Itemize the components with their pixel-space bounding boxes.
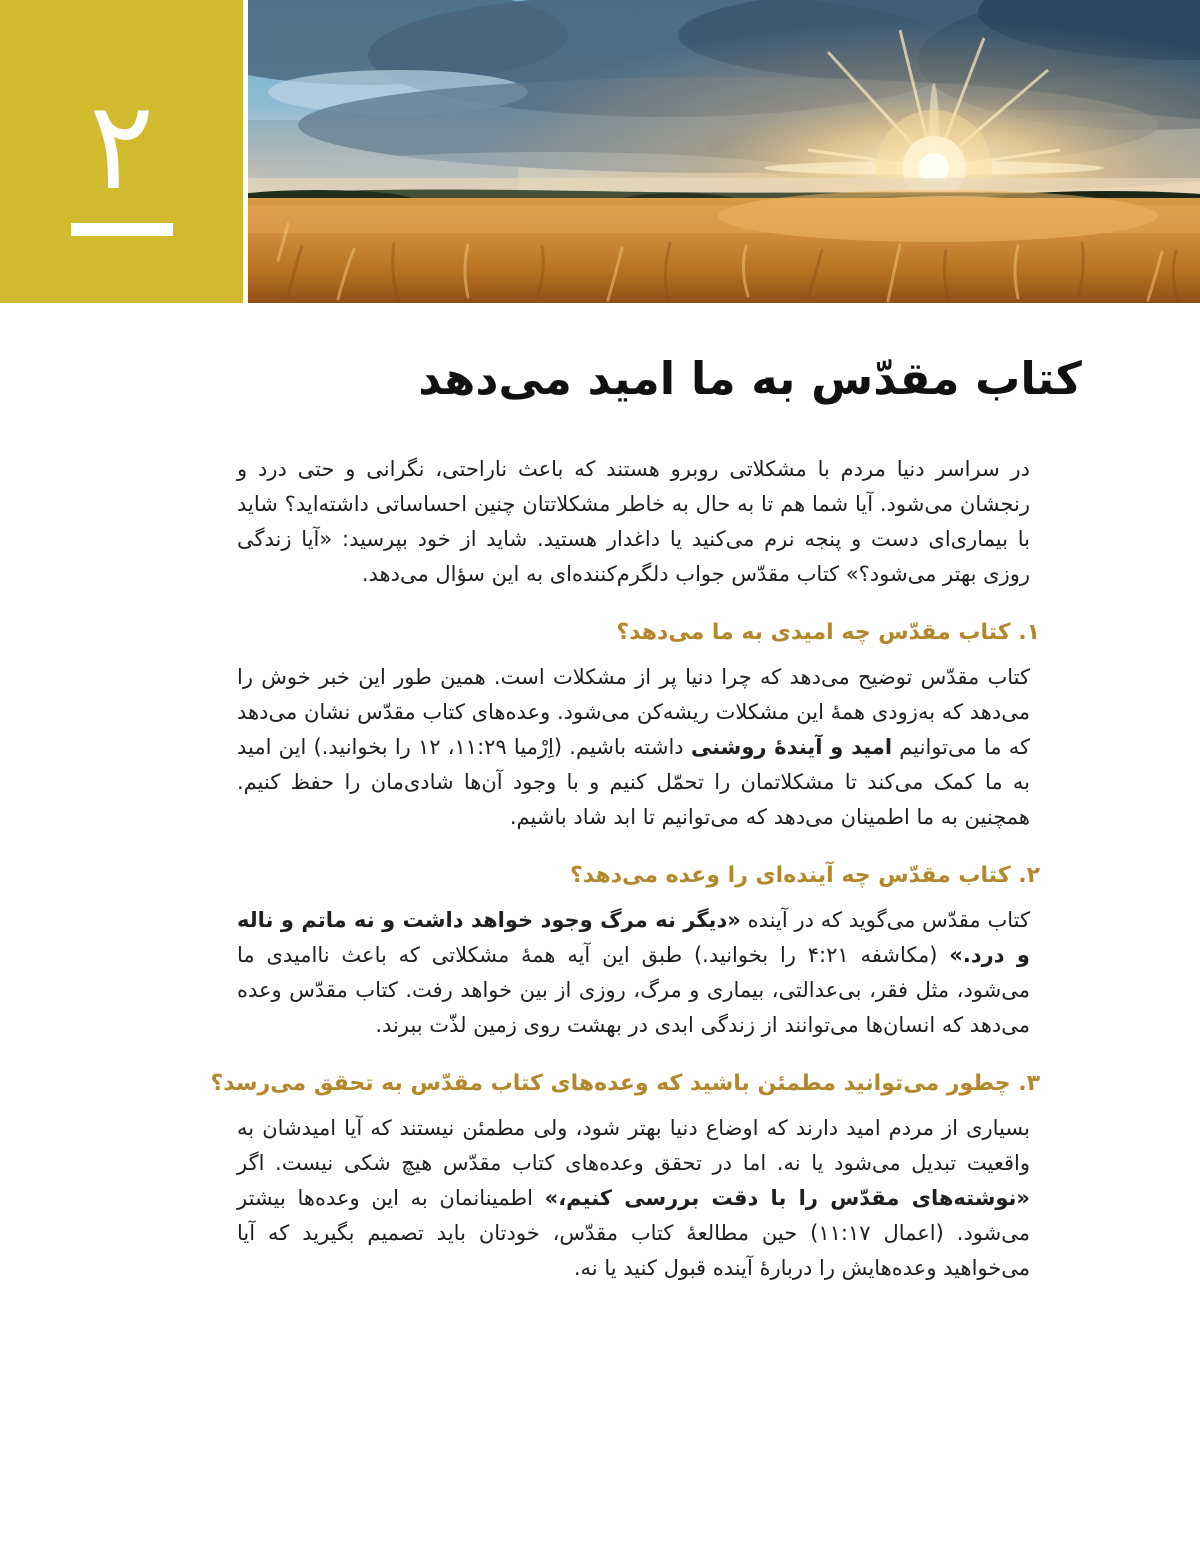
chapter-number: ۲ [88,75,155,217]
section-heading: ۳. چطور می‌توانید مطمئن باشید که وعده‌های کتاب مقدّس به تحقق می‌رسد؟ [210,1071,1040,1096]
paragraph: کتاب مقدّس توضیح می‌دهد که چرا دنیا پر از مشکلات است. همین طور این خبر خوش را می‌دهد که به‌زودی همهٔ این مشکلات ریشه‌کن می‌شود. وعده‌های کتاب مقدّس نشان می‌دهد که ما می‌توانیم امید و آیندهٔ روشنی داشته باشیم. (اِرْمیا ۱۱:۲۹، ۱۲ را بخوانید.) این امید به ما کمک می‌کند تا مشکلاتمان را تحمّل کنیم و با وجود آن‌ها شادی‌مان را حفظ کنیم. همچنین به ما اطمینان می‌دهد که می‌توانیم تا ابد شاد باشیم. [237,665,1031,829]
wheat-field-sunset-illustration [248,0,1200,303]
hero-image [248,0,1200,303]
page-title: کتاب مقدّس به ما امید می‌دهد [418,352,1082,405]
paragraph: کتاب مقدّس می‌گوید که در آینده «دیگر نه مرگ وجود خواهد داشت و نه ماتم و ناله و درد.» (مکاشفه ۴:۲۱ را بخوانید.) طبق این آیه همهٔ مشکلاتی که باعث ناامیدی ما می‌شود، مثل فقر، بی‌عدالتی، بیماری و مرگ، روزی از بین خواهد رفت. کتاب مقدّس وعده می‌دهد که انسان‌ها می‌توانند از زندگی ابدی در بهشت روی زمین لذّت ببرند. [237,908,1031,1037]
section-heading: ۱. کتاب مقدّس چه امیدی به ما می‌دهد؟ [616,620,1040,645]
chapter-underline-bar [71,223,173,236]
paragraph: در سراسر دنیا مردم با مشکلاتی روبرو هستند که باعث ناراحتی، نگرانی و حتی درد و رنجشان می‌شود. آیا شما هم تا به حال به خاطر مشکلاتتان چنین احساساتی داشته‌اید؟ شاید با بیماری‌ای دست و پنجه نرم می‌کنید یا داغدار هستید. شاید از خود بپرسید: «آیا زندگی روزی بهتر می‌شود؟» کتاب مقدّس جواب دلگرم‌کننده‌ای به این سؤال می‌دهد. [237,457,1030,586]
chapter-badge [0,0,243,303]
paragraph: بسیاری از مردم امید دارند که اوضاع دنیا بهتر شود، ولی مطمئن نیستند که آیا امیدشان به واقعیت تبدیل می‌شود یا نه. اما در تحقق وعده‌های کتاب مقدّس هیچ شکی نیست. اگر «نوشته‌های مقدّس را با دقت بررسی کنیم،» اطمینانمان به این وعده‌ها بیشتر می‌شود. (اعمال ۱۱:۱۷) حین مطالعهٔ کتاب مقدّس، خودتان باید تصمیم بگیرید که آیا می‌خواهید وعده‌هایش را دربارهٔ آینده قبول کنید یا نه. [237,1116,1030,1280]
section-heading: ۲. کتاب مقدّس چه آینده‌ای را وعده می‌دهد؟ [570,863,1040,888]
article [210,452,1040,1286]
